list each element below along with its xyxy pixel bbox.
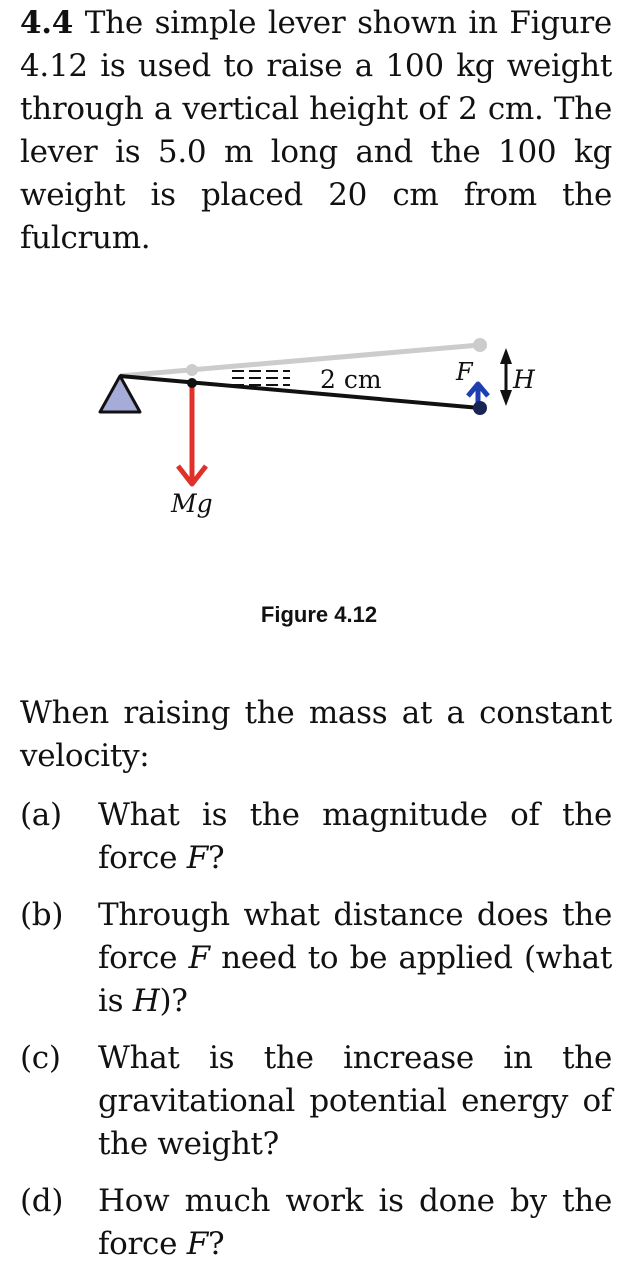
lever-raised-end-point (473, 338, 487, 352)
question-text: How much work is done by the force (98, 1183, 612, 1262)
h-arrow-head-down (500, 390, 512, 406)
question-text: What is the increase in the gravitational potential energy of the weight? (98, 1040, 612, 1162)
question-text: Through what distance does the force (98, 897, 612, 976)
question-text: What is the magnitude of the force (98, 797, 612, 876)
weight-label: Mg (171, 489, 213, 518)
question-label: (c) (20, 1040, 61, 1076)
lever-raised-line (120, 345, 480, 376)
question-label: (d) (20, 1183, 64, 1219)
h-arrow-head-up (500, 348, 512, 364)
height-label: 2 cm (320, 365, 382, 394)
figure-caption: Figure 4.12 (260, 602, 378, 627)
question-text-end: ? (207, 1226, 225, 1262)
question-label: (b) (20, 897, 64, 933)
problem-text: The simple lever shown in Figure 4.12 is used to raise a 100 kg weight through a vertical height of 2 cm. The lever is 5.0 m long and the 100 kg weight is placed 20 cm from the fulcrum. (20, 5, 612, 256)
question-label: (a) (20, 797, 62, 833)
lever-raised-weight-point (186, 364, 198, 376)
force-label: F (456, 358, 473, 386)
h-label: H (513, 365, 535, 394)
question-b (20, 894, 612, 1037)
question-text-mid: need to be applied (what is (98, 940, 612, 1019)
fulcrum-triangle (100, 376, 140, 412)
lever-end-point (473, 401, 487, 415)
question-text-end: )? (159, 983, 188, 1019)
lever-weight-point (187, 378, 197, 388)
question-a (20, 794, 612, 894)
question-c (20, 1037, 612, 1180)
question-var-2: H (132, 983, 160, 1019)
question-text-end: ? (207, 840, 225, 876)
intro-text: When raising the mass at a constant velocity: (20, 695, 612, 774)
problem-number: 4.4 (20, 5, 74, 41)
question-var: F (186, 840, 208, 876)
question-var: F (188, 940, 210, 976)
question-list (20, 794, 612, 1280)
question-d (20, 1180, 612, 1280)
lever-line (120, 376, 480, 408)
question-var: F (186, 1226, 208, 1262)
height-dashes (232, 371, 290, 385)
lever-figure (0, 300, 638, 518)
problem-statement (20, 2, 612, 260)
